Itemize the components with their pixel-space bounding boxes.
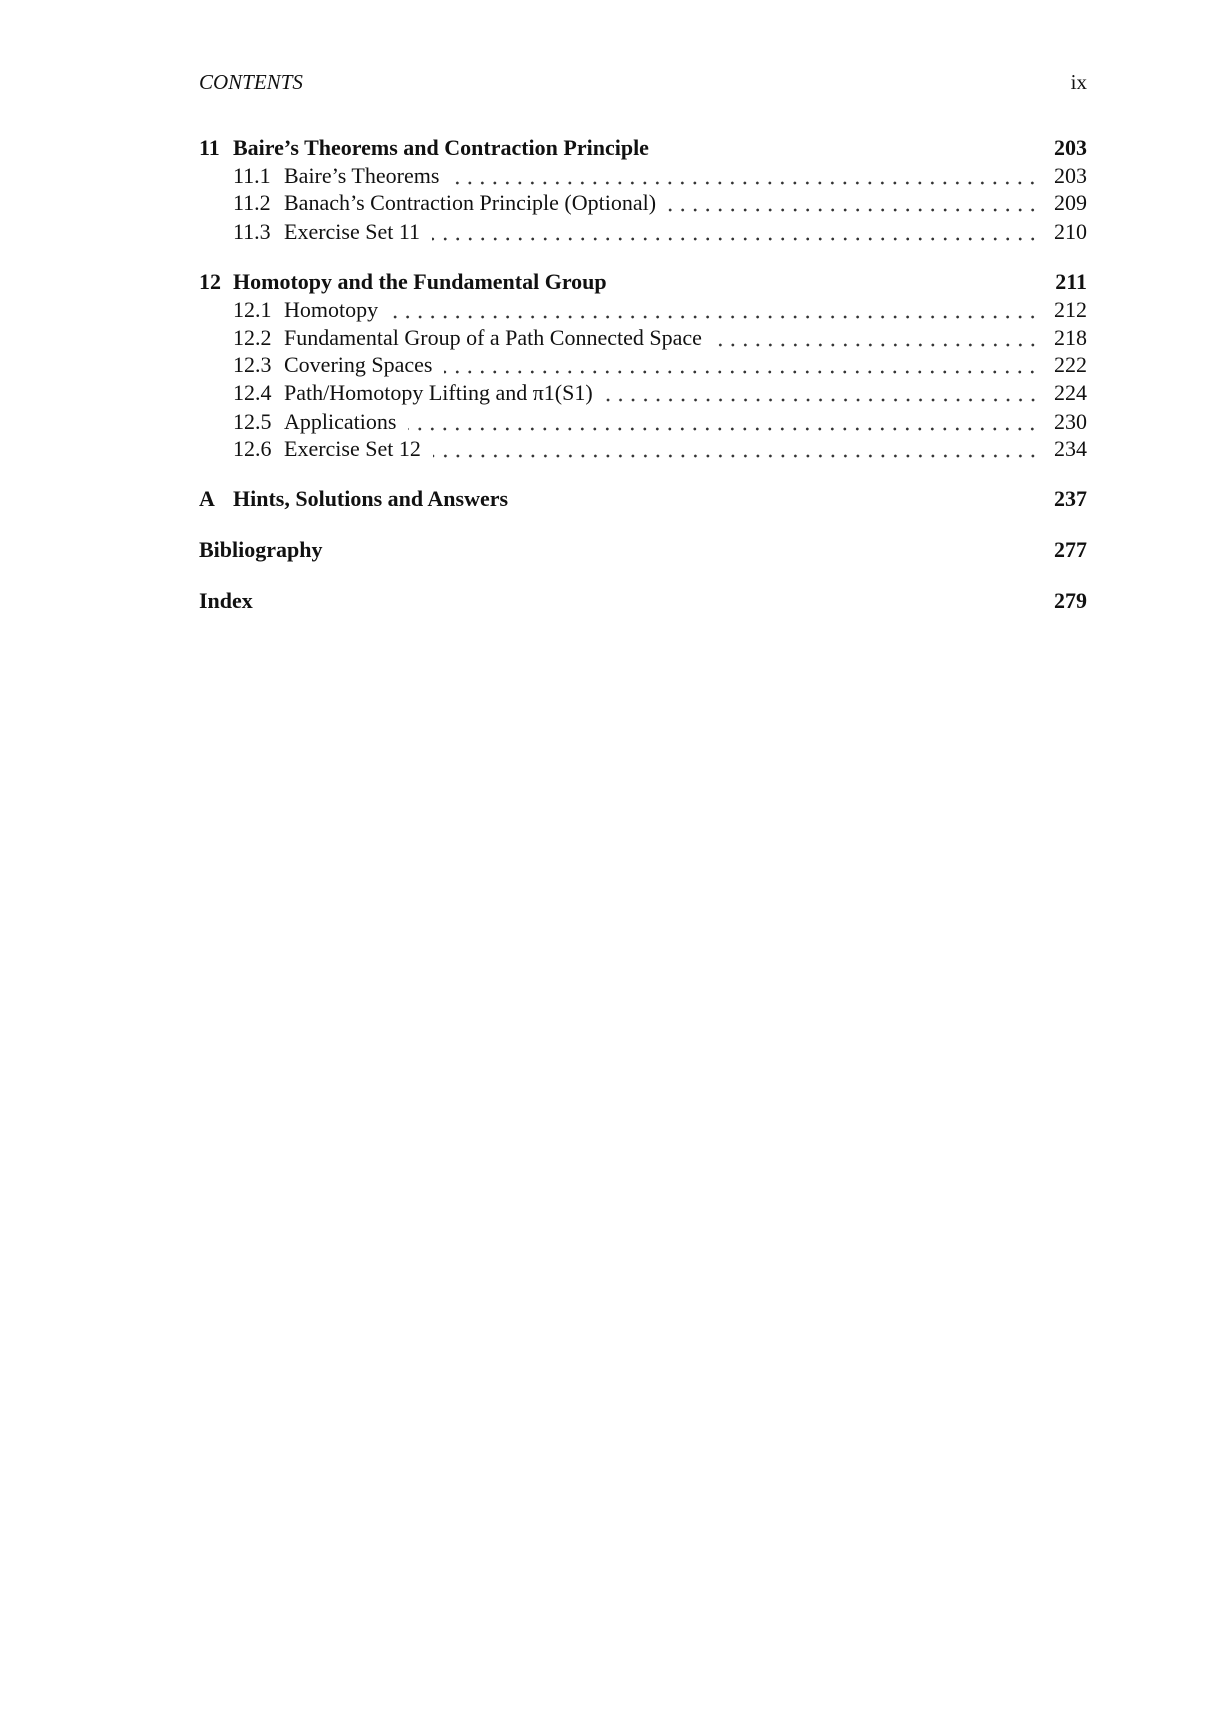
entry-title: Applications <box>284 409 397 434</box>
entry-page: 277 <box>1054 537 1087 562</box>
entry-page: 222 <box>1054 352 1087 377</box>
toc-chapter-entry[interactable] <box>199 587 1087 615</box>
toc-section-entry[interactable] <box>199 435 1087 463</box>
entry-number: 12.2 <box>233 325 272 350</box>
entry-title: Covering Spaces <box>284 352 433 377</box>
entry-number: 12.5 <box>233 409 272 434</box>
dot-leader <box>444 351 1039 379</box>
toc-chapter-entry[interactable] <box>199 134 1087 162</box>
entry-title: Homotopy and the Fundamental Group <box>233 269 607 294</box>
entry-page: 279 <box>1054 588 1087 613</box>
toc-section-entry[interactable] <box>199 296 1087 324</box>
dot-leader <box>390 296 1039 324</box>
toc-chapter-entry[interactable] <box>199 536 1087 564</box>
dot-leader <box>432 218 1039 246</box>
toc-chapter-entry[interactable] <box>199 268 1087 296</box>
toc-section-entry[interactable] <box>199 324 1087 352</box>
toc-section-entry[interactable] <box>199 218 1087 246</box>
entry-number: 12 <box>199 269 221 294</box>
entry-number: 11.2 <box>233 190 271 215</box>
entry-title: Banach’s Contraction Principle (Optional) <box>284 190 657 215</box>
toc-chapter-entry[interactable] <box>199 485 1087 513</box>
running-header-title: CONTENTS <box>199 70 303 94</box>
entry-page: 212 <box>1054 297 1087 322</box>
toc-section-entry[interactable] <box>199 189 1087 217</box>
entry-title: Exercise Set 12 <box>284 436 421 461</box>
toc-section-entry[interactable] <box>199 379 1087 407</box>
toc-section-entry[interactable] <box>199 408 1087 436</box>
entry-title: Exercise Set 11 <box>284 219 421 244</box>
entry-number: 11.1 <box>233 163 271 188</box>
entry-title: Fundamental Group of a Path Connected Space <box>284 325 702 350</box>
entry-page: 203 <box>1054 163 1087 188</box>
entry-title: Index <box>199 588 253 613</box>
entry-title: Baire’s Theorems <box>284 163 440 188</box>
entry-title: Bibliography <box>199 537 323 562</box>
entry-page: 203 <box>1054 135 1087 160</box>
page-number: ix <box>1070 70 1087 94</box>
dot-leader <box>451 162 1039 190</box>
entry-title: Baire’s Theorems and Contraction Principle <box>233 135 649 160</box>
toc-section-entry[interactable] <box>199 351 1087 379</box>
entry-page: 210 <box>1054 219 1087 244</box>
dot-leader <box>668 189 1039 217</box>
dot-leader <box>714 324 1039 352</box>
entry-page: 230 <box>1054 409 1087 434</box>
entry-page: 234 <box>1054 436 1087 461</box>
entry-number: A <box>199 486 215 511</box>
entry-number: 12.3 <box>233 352 272 377</box>
entry-number: 12.6 <box>233 436 272 461</box>
dot-leader <box>433 435 1039 463</box>
entry-page: 209 <box>1054 190 1087 215</box>
entry-page: 211 <box>1055 269 1087 294</box>
entry-page: 237 <box>1054 486 1087 511</box>
dot-leader <box>605 379 1039 407</box>
entry-title: Hints, Solutions and Answers <box>233 486 509 511</box>
entry-title: Path/Homotopy Lifting and π1(S1) <box>284 380 593 405</box>
entry-page: 224 <box>1054 380 1087 405</box>
entry-number: 12.1 <box>233 297 272 322</box>
entry-number: 11.3 <box>233 219 271 244</box>
entry-page: 218 <box>1054 325 1087 350</box>
entry-number: 11 <box>199 135 220 160</box>
dot-leader <box>408 408 1039 436</box>
entry-title: Homotopy <box>284 297 379 322</box>
toc-section-entry[interactable] <box>199 162 1087 190</box>
entry-number: 12.4 <box>233 380 272 405</box>
